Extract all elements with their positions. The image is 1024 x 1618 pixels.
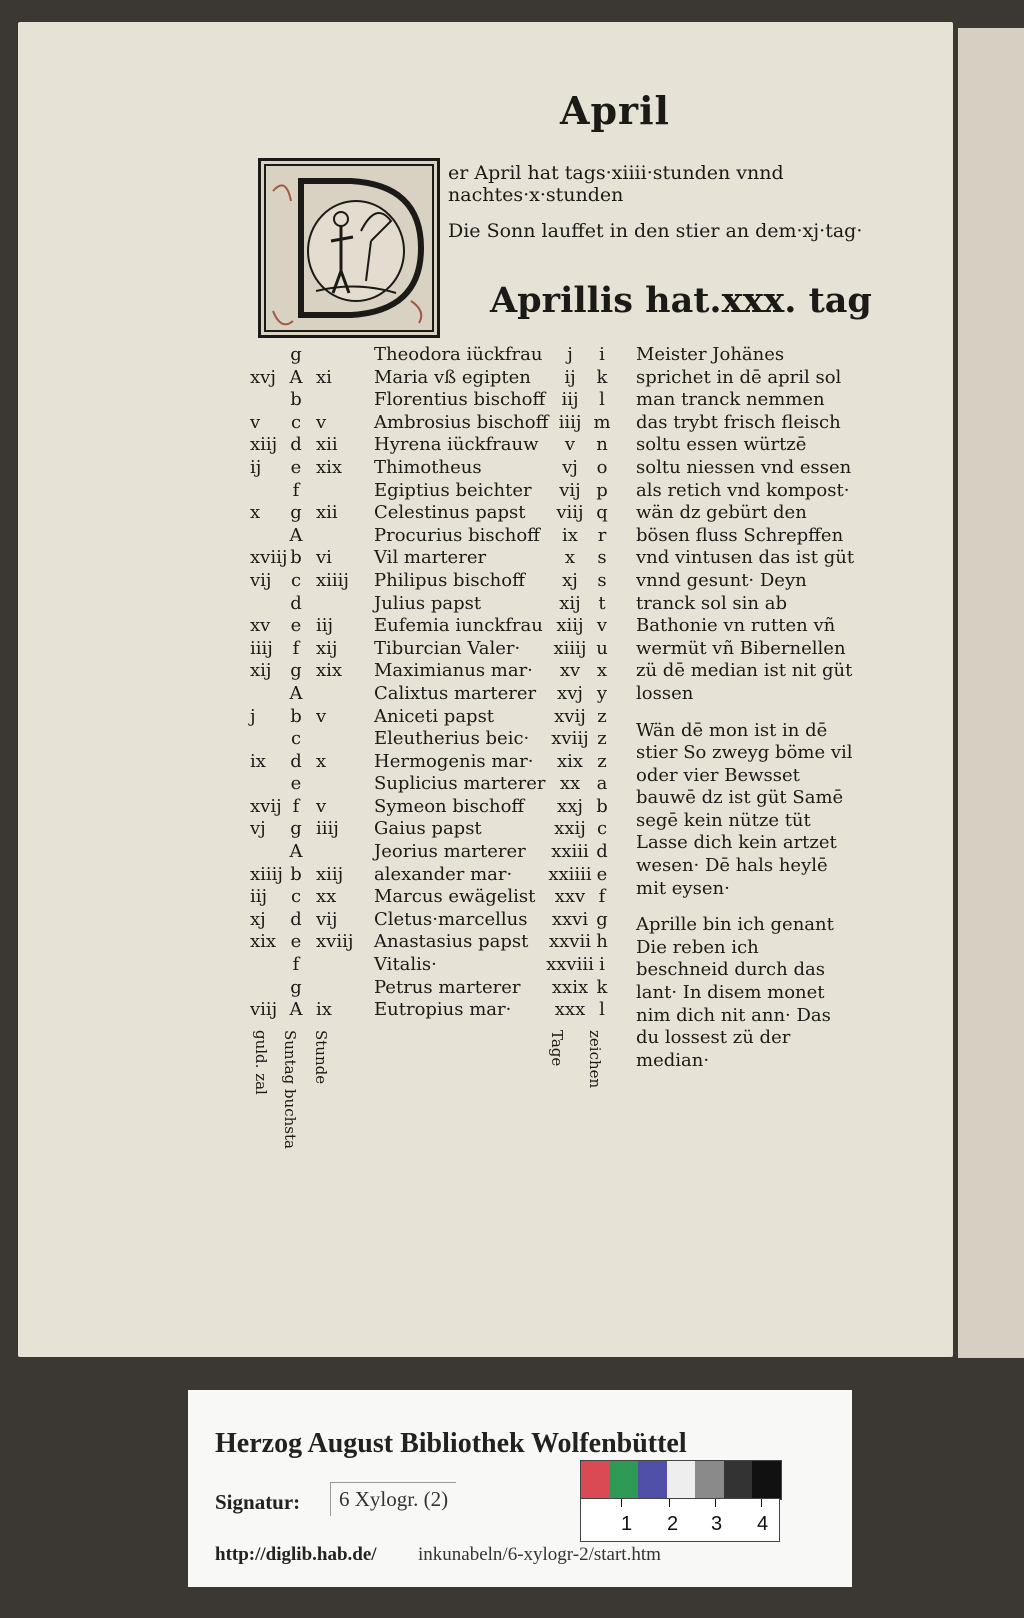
scale-ruler: [580, 1498, 780, 1542]
sign-letter: l: [599, 999, 605, 1021]
intro-text: [448, 162, 868, 256]
hour-value: vij: [316, 908, 338, 930]
sunday-letter: d: [290, 592, 302, 614]
sunday-letter: d: [290, 750, 302, 772]
sunday-letter: g: [290, 502, 302, 524]
sunday-letter: e: [290, 456, 302, 478]
sign-letter: s: [597, 569, 607, 591]
note-paragraph: Aprille bin ich genant Die reben ich beschneid durch das lant· In disem monet nim dich nit ann· Das du lossest zü der median·: [636, 914, 834, 1071]
sign-letter: o: [596, 456, 608, 478]
hour-value: v: [316, 705, 327, 727]
hour-value: v: [316, 411, 327, 433]
day-number: xvij: [554, 705, 586, 727]
day-number: xxvi: [551, 908, 589, 930]
institution-name: Herzog August Bibliothek Wolfenbüttel: [215, 1428, 687, 1459]
color-swatch: [724, 1461, 753, 1499]
saint-name: Vitalis·: [374, 954, 437, 976]
sign-letter: k: [596, 976, 608, 998]
hour-value: xiiij: [316, 569, 350, 591]
ruler-number: 4: [757, 1513, 769, 1535]
ruler-number: 2: [667, 1513, 679, 1535]
color-swatch: [752, 1461, 781, 1499]
saint-name: Eleutherius beic·: [374, 728, 530, 750]
sunday-letter: f: [292, 795, 300, 817]
golden-number: x: [250, 502, 261, 524]
sunday-letter: b: [290, 389, 302, 411]
saint-name: Vil marterer: [374, 547, 487, 569]
saint-name: Maximianus mar·: [374, 660, 533, 682]
hour-value: xiij: [316, 863, 344, 885]
saint-name: Gaius papst: [374, 818, 482, 840]
day-number: xj: [562, 569, 578, 591]
saint-name: Celestinus papst: [374, 502, 526, 524]
day-number: xxv: [554, 886, 586, 908]
sunday-letter: c: [290, 886, 302, 908]
sign-letter: n: [596, 434, 608, 456]
sign-letter: y: [596, 682, 608, 704]
hour-value: x: [316, 750, 327, 772]
sign-letter: k: [596, 366, 608, 388]
sunday-letter: b: [290, 705, 302, 727]
note-paragraph: Meister Johänes sprichet in dē april sol man tranck nemmen das trybt frisch fleisch soltu essen würtzē soltu niessen vnd essen als retich vnd kompost· wän dz gebürt den bösen fluss Schrepffen vnd vintusen das ist güt vnnd gesunt· Deyn tranck sol sin ab Bathonie vn rutten vñ wermüt vñ Bibernellen zü dē median ist nit güt lossen: [636, 344, 855, 704]
sunday-letter: c: [290, 411, 302, 433]
sign-letter: e: [596, 863, 608, 885]
day-number: xxvii: [549, 931, 591, 953]
sunday-letter: f: [292, 637, 300, 659]
sunday-letter: b: [290, 547, 302, 569]
day-number: viij: [556, 502, 584, 524]
sign-letter: c: [596, 818, 608, 840]
saint-name: Egiptius beichter: [374, 479, 532, 501]
day-number: xx: [559, 773, 581, 795]
golden-number: xiij: [250, 434, 278, 456]
signatur-value: 6 Xylogr. (2): [330, 1482, 456, 1516]
url-path: inkunabeln/6-xylogr-2/start.htm: [418, 1544, 661, 1565]
page-title: April: [560, 88, 670, 133]
saint-name: Calixtus marterer: [374, 682, 537, 704]
saint-name: Eutropius mar·: [374, 999, 512, 1021]
ruler-number: 3: [711, 1513, 723, 1535]
sign-letter: b: [596, 795, 608, 817]
day-number: xiiij: [553, 637, 587, 659]
hour-value: vi: [316, 547, 332, 569]
sunday-letter: e: [290, 773, 302, 795]
note-paragraph: Wän dē mon ist in dē stier So zweyg böme vil oder vier Bewsset bauwē dz ist güt Samē segē kein nütze tüt Lasse dich kein artzet wesen· Dē hals heylē mit eysen·: [636, 719, 853, 899]
hour-value: xi: [316, 366, 332, 388]
day-number: xxviii: [546, 954, 594, 976]
saint-name: Hermogenis mar·: [374, 750, 534, 772]
golden-number: viij: [250, 999, 278, 1021]
notes-column: [636, 344, 856, 1086]
saint-name: Marcus ewägelist: [374, 886, 536, 908]
url-domain: http://diglib.hab.de/: [215, 1544, 377, 1565]
day-number: iij: [561, 389, 579, 411]
sign-letter: x: [596, 660, 608, 682]
saint-name: Maria vß egipten: [374, 366, 531, 388]
golden-number: xvij: [250, 795, 282, 817]
sunday-letter: e: [290, 615, 302, 637]
hour-value: xix: [316, 456, 343, 478]
golden-number: v: [250, 411, 261, 433]
ruler-tick: [621, 1499, 622, 1507]
day-number: xxiii: [551, 841, 589, 863]
golden-number: xiiij: [250, 863, 284, 885]
hour-value: xii: [316, 434, 338, 456]
golden-number: ij: [250, 456, 262, 478]
sign-letter: s: [597, 547, 607, 569]
saint-name: Jeorius marterer: [374, 841, 526, 863]
saint-name: Cletus·marcellus: [374, 908, 528, 930]
intro-line-1: er April hat tags·xiiii·stunden vnnd nachtes·x·stunden: [448, 162, 784, 206]
saint-name: Aniceti papst: [374, 705, 495, 727]
hour-value: v: [316, 795, 327, 817]
sign-letter: l: [599, 389, 605, 411]
day-number: iiij: [558, 411, 582, 433]
saint-name: Petrus marterer: [374, 976, 521, 998]
day-number: ix: [562, 524, 578, 546]
day-number: x: [564, 547, 576, 569]
golden-number: iiij: [250, 637, 273, 659]
sign-letter: m: [593, 411, 611, 433]
day-number: j: [567, 344, 573, 365]
sign-letter: i: [599, 954, 605, 976]
sunday-letter: f: [292, 954, 300, 976]
ruler-tick: [715, 1499, 716, 1507]
saint-name: Florentius bischoff: [374, 389, 546, 411]
sunday-letter: A: [289, 682, 303, 704]
color-swatch: [638, 1461, 667, 1499]
golden-number: ix: [250, 750, 266, 772]
day-number: xxix: [551, 976, 589, 998]
hour-value: xx: [316, 886, 337, 908]
day-number: ij: [564, 366, 576, 388]
day-number: v: [564, 434, 576, 456]
day-number: vij: [559, 479, 581, 501]
saint-name: alexander mar·: [374, 863, 513, 885]
sunday-letter: g: [290, 818, 302, 840]
golden-number: xij: [250, 660, 272, 682]
saint-name: Ambrosius bischoff: [374, 411, 549, 433]
day-number: vj: [562, 456, 578, 478]
golden-number: xj: [250, 908, 266, 930]
footer-label-sunday-letter: Suntag buchsta: [281, 1030, 299, 1149]
sunday-letter: A: [289, 524, 303, 546]
golden-number: xix: [250, 931, 277, 953]
sunday-letter: A: [289, 999, 303, 1021]
next-page-edge: [958, 28, 1024, 1358]
golden-number: j: [250, 705, 256, 727]
day-number: xxiiii: [548, 863, 592, 885]
sunday-letter: f: [292, 479, 300, 501]
golden-number: vij: [250, 569, 272, 591]
day-number: xiij: [556, 615, 584, 637]
sunday-letter: A: [289, 366, 303, 388]
sign-letter: z: [597, 728, 607, 750]
hour-value: xij: [316, 637, 338, 659]
sign-letter: r: [597, 524, 607, 546]
sunday-letter: A: [289, 841, 303, 863]
sign-letter: i: [599, 344, 605, 365]
day-number: xxj: [557, 795, 583, 817]
sign-letter: v: [596, 615, 608, 637]
hour-value: xii: [316, 502, 338, 524]
intro-line-2: Die Sonn lauffet in den stier an dem·xj·tag·: [448, 220, 863, 242]
sign-letter: u: [596, 637, 608, 659]
day-number: xviij: [551, 728, 589, 750]
saint-name: Hyrena iückfrauw: [374, 434, 539, 456]
color-swatch: [695, 1461, 724, 1499]
saint-name: Symeon bischoff: [374, 795, 525, 817]
sign-letter: f: [598, 886, 606, 908]
sunday-letter: c: [290, 728, 302, 750]
sunday-letter: c: [290, 569, 302, 591]
sign-letter: g: [596, 908, 608, 930]
day-number: xv: [559, 660, 581, 682]
sign-letter: p: [596, 479, 608, 501]
sign-letter: z: [597, 705, 607, 727]
month-days-heading: Aprillis hat.xxx. tag: [490, 280, 872, 321]
saint-name: Thimotheus: [374, 456, 482, 478]
ruler-tick: [669, 1499, 670, 1507]
color-calibration-bar: [580, 1460, 782, 1500]
hour-value: iij: [316, 615, 334, 637]
sunday-letter: g: [290, 660, 302, 682]
sunday-letter: g: [290, 344, 302, 365]
sunday-letter: g: [290, 976, 302, 998]
library-label: [188, 1390, 852, 1587]
saint-name: Procurius bischoff: [374, 524, 540, 546]
day-number: xij: [559, 592, 581, 614]
hour-value: xix: [316, 660, 343, 682]
color-swatch: [667, 1461, 696, 1499]
footer-label-days: Tage: [548, 1030, 566, 1067]
golden-number: xviij: [250, 547, 288, 569]
day-number: xxx: [554, 999, 586, 1021]
sign-letter: z: [597, 750, 607, 772]
sign-letter: t: [598, 592, 606, 614]
color-swatch: [581, 1461, 610, 1499]
saint-name: Philipus bischoff: [374, 569, 525, 591]
day-number: xix: [556, 750, 584, 772]
sunday-letter: d: [290, 908, 302, 930]
sign-letter: h: [596, 931, 608, 953]
saint-name: Anastasius papst: [374, 931, 529, 953]
sunday-letter: e: [290, 931, 302, 953]
saint-name: Tiburcian Valer·: [374, 637, 521, 659]
day-number: xxij: [554, 818, 586, 840]
footer-label-signs: zeichen: [586, 1030, 604, 1089]
golden-number: xvj: [250, 366, 276, 388]
day-number: xvj: [557, 682, 583, 704]
footer-label-golden-number: guld. zal: [252, 1030, 270, 1095]
sunday-letter: b: [290, 863, 302, 885]
sign-letter: q: [596, 502, 608, 524]
hour-value: iiij: [316, 818, 339, 840]
sign-letter: a: [596, 773, 608, 795]
saint-name: Suplicius marterer: [374, 773, 546, 795]
sunday-letter: d: [290, 434, 302, 456]
color-swatch: [610, 1461, 639, 1499]
hour-value: xviij: [316, 931, 354, 953]
saint-name: Eufemia iunckfrau: [374, 615, 543, 637]
golden-number: iij: [250, 886, 268, 908]
initial-d-woodcut: [258, 158, 440, 338]
ruler-number: 1: [621, 1513, 633, 1535]
saint-name: Theodora iückfrau: [374, 344, 543, 365]
sign-letter: d: [596, 841, 608, 863]
saint-name: Julius papst: [374, 592, 482, 614]
golden-number: xv: [250, 615, 271, 637]
golden-number: vj: [250, 818, 266, 840]
footer-label-hours: Stunde: [312, 1030, 330, 1085]
hour-value: ix: [316, 999, 332, 1021]
signatur-label: Signatur:: [215, 1490, 301, 1514]
ruler-tick: [761, 1499, 762, 1507]
